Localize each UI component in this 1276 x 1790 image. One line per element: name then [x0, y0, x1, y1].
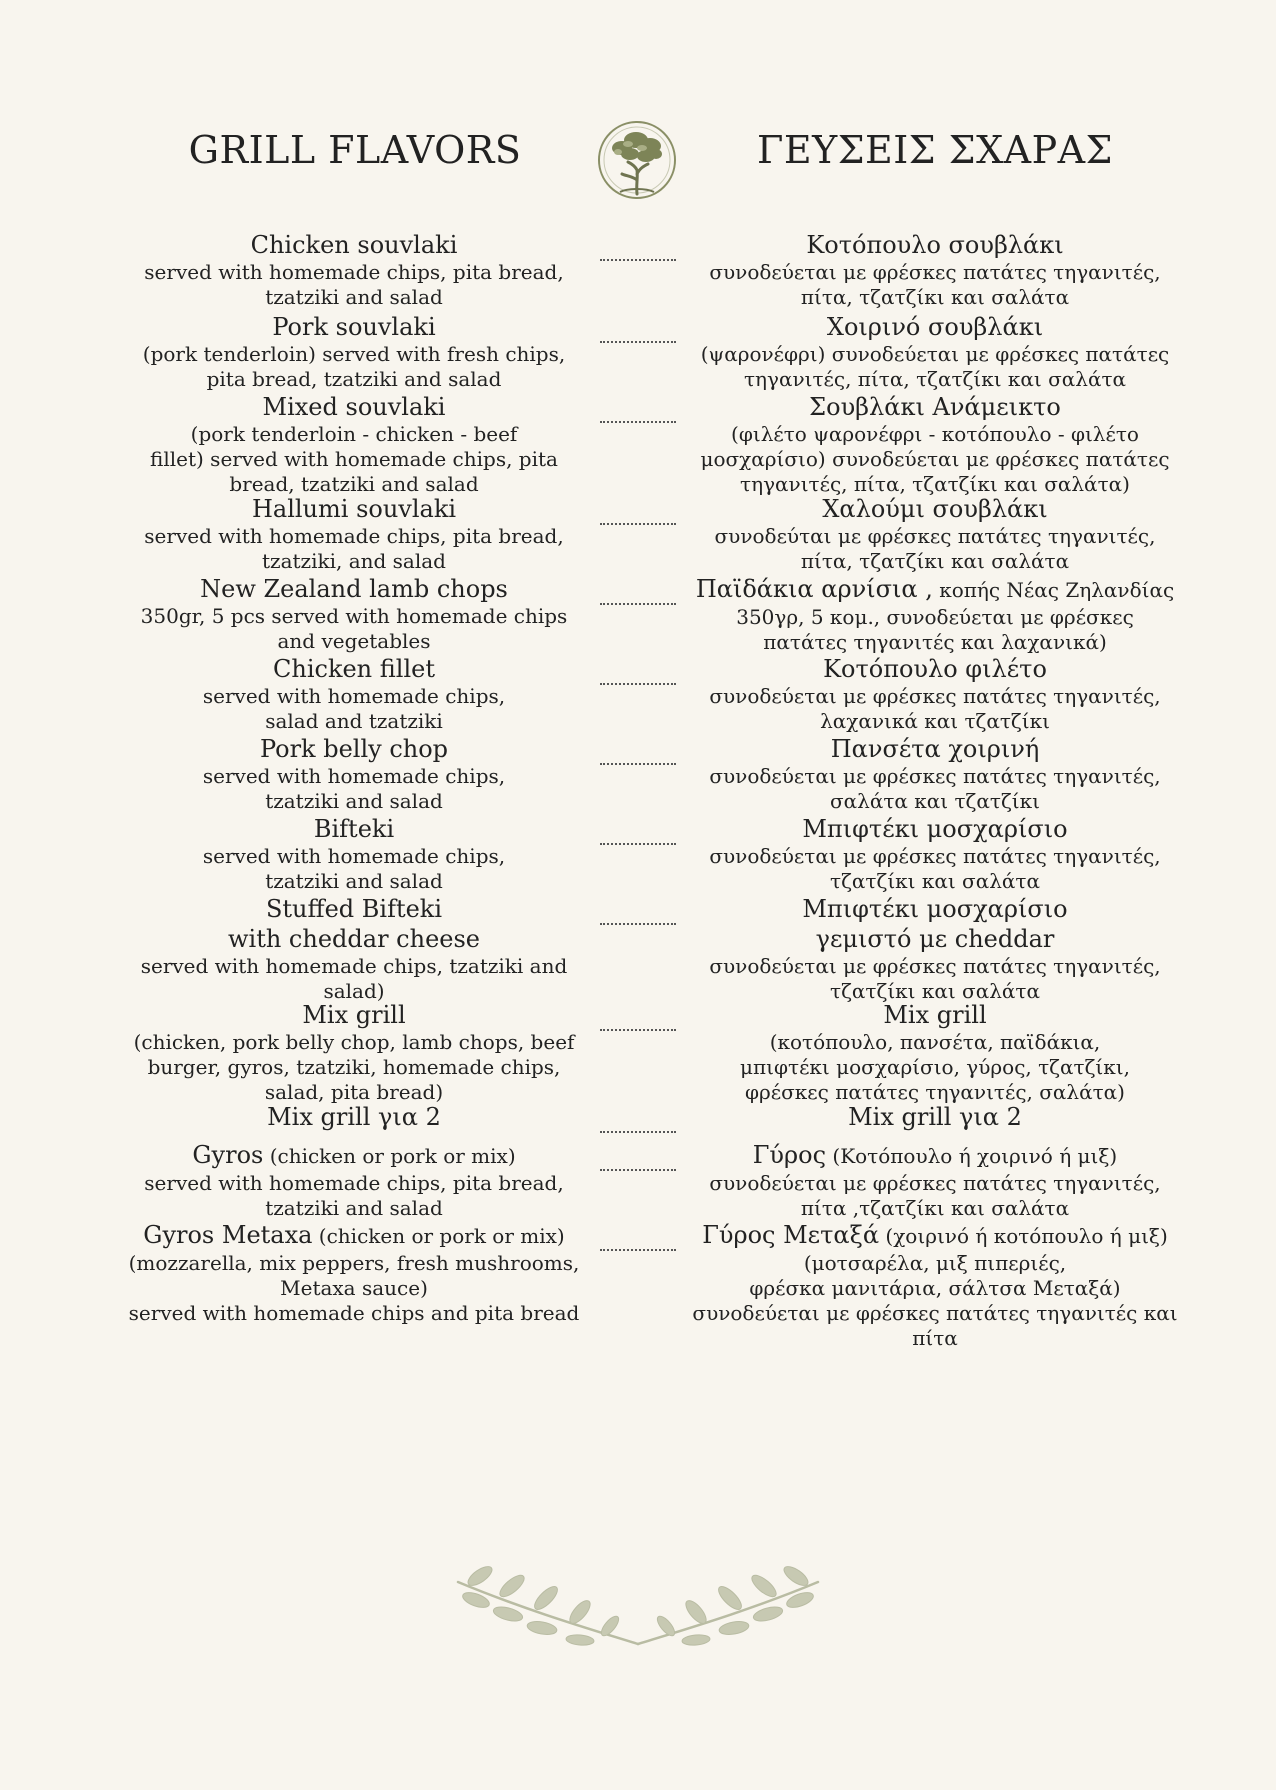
dot-leader [600, 419, 676, 423]
dish-description-line: πίτα [912, 1326, 958, 1350]
menu-item-row [0, 574, 1276, 654]
dot-leader [600, 681, 676, 685]
dish-name [118, 1140, 590, 1171]
dish-description-line: συνοδεύεται με φρέσκες πατάτες τηγανιτές, [709, 764, 1161, 788]
dish-description-line: (mozzarella, mix peppers, fresh mushrooms, [128, 1251, 580, 1275]
laurel-branch-icon [450, 1552, 826, 1652]
dish-description-line: τηγανιτές, πίτα, τζατζίκι και σαλάτα [743, 367, 1127, 391]
menu-item-row [0, 392, 1276, 494]
menu-item-english [118, 230, 590, 310]
menu-item-greek [690, 1000, 1180, 1105]
dish-name-text: Mix grill για 2 [267, 1103, 441, 1131]
dish-description-line: (κοτόπουλο, πανσέτα, παϊδάκια, [769, 1030, 1101, 1054]
dot-leader [600, 921, 676, 925]
dish-description-line: (μοτσαρέλα, μιξ πιπεριές, [803, 1251, 1067, 1275]
dish-description-line: 350γρ, 5 κομ., συνοδεύεται με φρέσκες [736, 605, 1134, 629]
dish-variant-note: (Κοτόπουλο ή χοιρινό ή μιξ) [826, 1144, 1118, 1168]
dish-description-line: (φιλέτο ψαρονέφρι - κοτόπουλο - φιλέτο [731, 422, 1139, 446]
dish-name-text: Bifteki [313, 815, 395, 843]
olive-tree-logo-icon [592, 118, 682, 202]
dish-name-line2: with cheddar cheese [227, 925, 480, 953]
dish-description-line: μοσχαρίσιο) συνοδεύεται με φρέσκες πατάτες [700, 447, 1170, 471]
dish-description-line: (chicken, pork belly chop, lamb chops, beef [133, 1030, 575, 1054]
dish-description-line: πίτα, τζατζίκι και σαλάτα [800, 549, 1070, 573]
dish-name [118, 654, 590, 684]
menu-item-greek [690, 574, 1180, 655]
menu-item-row [0, 814, 1276, 894]
menu-item-greek [690, 230, 1180, 310]
dish-name-text: Γύρος [752, 1141, 827, 1169]
dish-description-line: πίτα, τζατζίκι και σαλάτα [800, 285, 1070, 309]
menu-item-greek [690, 654, 1180, 734]
menu-item-greek [690, 1102, 1180, 1132]
title-english: GRILL FLAVORS [188, 128, 522, 172]
menu-item-english [118, 1140, 590, 1221]
menu-item-english [118, 574, 590, 654]
dish-name-text: Κοτόπουλο φιλέτο [823, 655, 1047, 683]
dish-description-line: συνοδεύεται με φρέσκες πατάτες τηγανιτές, [709, 684, 1161, 708]
menu-item-greek [690, 1220, 1180, 1351]
dot-leader [600, 601, 676, 605]
dish-description-line: salad and tzatziki [265, 709, 443, 733]
menu-item-row [0, 654, 1276, 734]
dot-leader [600, 841, 676, 845]
dish-name [690, 1140, 1180, 1171]
dish-name [690, 230, 1180, 260]
dish-name-text: Hallumi souvlaki [251, 495, 457, 523]
menu-item-row [0, 312, 1276, 392]
dish-name-text: Mix grill για 2 [848, 1103, 1022, 1131]
menu-item-greek [690, 494, 1180, 574]
dish-name-text: Mix grill [302, 1001, 406, 1029]
menu-item-row [0, 734, 1276, 814]
menu-item-english [118, 1000, 590, 1105]
menu-item-english [118, 392, 590, 497]
dish-name-text: Γύρος Μεταξά [702, 1221, 880, 1249]
dish-name-text: Pork belly chop [259, 735, 449, 763]
dish-name-text: Mixed souvlaki [262, 393, 446, 421]
dish-name [118, 574, 590, 604]
dot-leader [600, 257, 676, 261]
dish-name-text: Χοιρινό σουβλάκι [826, 313, 1044, 341]
dish-name [690, 1000, 1180, 1030]
dish-name [690, 494, 1180, 524]
dish-variant-note: (χοιρινό ή κοτόπουλο ή μιξ) [879, 1224, 1168, 1248]
dish-name-line2: γεμιστό με cheddar [815, 925, 1055, 953]
menu-item-english [118, 312, 590, 392]
dot-leader [600, 1167, 676, 1171]
dish-description-line: 350gr, 5 pcs served with homemade chips [140, 604, 568, 628]
dish-description-line: συνοδεύεται με φρέσκες πατάτες τηγανιτές και [692, 1301, 1178, 1325]
dish-name [118, 392, 590, 422]
menu-item-greek [690, 392, 1180, 497]
dish-description-line: μπιφτέκι μοσχαρίσιο, γύρος, τζατζίκι, [740, 1055, 1130, 1079]
menu-item-english [118, 1220, 590, 1326]
dish-name [118, 1000, 590, 1030]
dish-description-line: πατάτες τηγανιτές και λαχανικά) [763, 630, 1107, 654]
dish-name-text: Chicken fillet [273, 655, 435, 683]
dish-name [118, 312, 590, 342]
dish-description-line: and vegetables [277, 629, 431, 653]
dish-name [118, 230, 590, 260]
menu-item-english [118, 734, 590, 814]
dish-description-line: tzatziki and salad [265, 869, 443, 893]
dish-name-text: Μπιφτέκι μοσχαρίσιο [802, 815, 1068, 843]
dish-description-line: (pork tenderloin) served with fresh chips, [142, 342, 566, 366]
menu-item-greek [690, 734, 1180, 814]
dish-description-line: φρέσκα μανιτάρια, σάλτσα Μεταξά) [749, 1276, 1121, 1300]
dish-name [118, 894, 590, 924]
dish-name [690, 814, 1180, 844]
dish-description-line: tzatziki, and salad [262, 549, 446, 573]
dish-name-text: Μπιφτέκι μοσχαρίσιο [802, 895, 1068, 923]
dish-description-line: fillet) served with homemade chips, pita [150, 447, 558, 471]
dish-name-text: Παϊδάκια αρνίσια , [695, 575, 933, 603]
menu-item-row [0, 894, 1276, 1003]
menu-item-row [0, 494, 1276, 574]
dish-name-text: New Zealand lamb chops [200, 575, 508, 603]
dot-leader [600, 1129, 676, 1133]
dish-name [690, 734, 1180, 764]
dish-name [690, 894, 1180, 924]
dish-description-line: served with homemade chips, [202, 764, 506, 788]
dish-variant-note: κοπής Νέας Ζηλανδίας [932, 578, 1175, 602]
dish-description-line: served with homemade chips and pita bread [128, 1301, 580, 1325]
dot-leader [600, 339, 676, 343]
dish-name [690, 654, 1180, 684]
dish-description-line: συνοδεύεται με φρέσκες πατάτες τηγανιτές, [709, 260, 1161, 284]
dish-description-line: salad) [323, 979, 385, 1003]
dish-name-text: Gyros Metaxa [143, 1221, 313, 1249]
dish-name-text: Κοτόπουλο σουβλάκι [806, 231, 1064, 259]
dish-description-line: τζατζίκι και σαλάτα [830, 979, 1040, 1003]
dish-description-line: burger, gyros, tzatziki, homemade chips, [147, 1055, 561, 1079]
dish-description-line: συνοδεύεται με φρέσκες πατάτες τηγανιτές, [709, 844, 1161, 868]
dish-name-text: Pork souvlaki [272, 313, 436, 341]
dish-name [118, 1220, 590, 1251]
dish-name-text: Σουβλάκι Ανάμεικτο [809, 393, 1061, 421]
dish-description-line: tzatziki and salad [265, 1196, 443, 1220]
dish-description-line: tzatziki and salad [265, 789, 443, 813]
menu-item-greek [690, 814, 1180, 894]
menu-item-english [118, 814, 590, 894]
dish-name [118, 814, 590, 844]
dish-variant-note: (chicken or pork or mix) [263, 1144, 516, 1168]
dish-name-text: Mix grill [883, 1001, 987, 1029]
dish-description-line: (ψαρονέφρι) συνοδεύεται με φρέσκες πατάτες [700, 342, 1170, 366]
menu-item-english [118, 494, 590, 574]
dish-name-text: Chicken souvlaki [250, 231, 458, 259]
menu-item-greek [690, 312, 1180, 392]
menu-item-english [118, 1102, 590, 1132]
dish-description-line: συνοδεύται με φρέσκες πατάτες τηγανιτές, [714, 524, 1156, 548]
dish-description-line: served with homemade chips, [202, 844, 506, 868]
dish-name [118, 1102, 590, 1132]
dish-description-line: served with homemade chips, tzatziki and [140, 954, 568, 978]
menu-item-greek [690, 1140, 1180, 1221]
dish-name [690, 1220, 1180, 1251]
dot-leader [600, 761, 676, 765]
dot-leader [600, 1027, 676, 1031]
dish-description-line: served with homemade chips, pita bread, [144, 1171, 564, 1195]
dish-description-line: Metaxa sauce) [280, 1276, 428, 1300]
dish-description-line: φρέσκες πατάτες τηγανιτές, σαλάτα) [745, 1080, 1125, 1104]
menu-item-greek [690, 894, 1180, 1004]
dish-description-line: served with homemade chips, pita bread, [144, 260, 564, 284]
dish-description-line: (pork tenderloin - chicken - beef [190, 422, 518, 446]
title-greek: ΓΕΥΣΕΙΣ ΣΧΑΡΑΣ [757, 128, 1113, 172]
dish-name [690, 312, 1180, 342]
dish-name [690, 1102, 1180, 1132]
menu-item-row [0, 1140, 1276, 1220]
dish-description-line: λαχανικά και τζατζίκι [820, 709, 1050, 733]
dish-description-line: συνοδεύεται με φρέσκες πατάτες τηγανιτές, [709, 1171, 1161, 1195]
dish-description-line: πίτα ,τζατζίκι και σαλάτα [800, 1196, 1070, 1220]
dish-description-line: served with homemade chips, [202, 684, 506, 708]
menu-item-row [0, 1000, 1276, 1102]
dish-description-line: συνοδεύεται με φρέσκες πατάτες τηγανιτές, [709, 954, 1161, 978]
menu-item-row [0, 1102, 1276, 1140]
dish-name-text: Πανσέτα χοιρινή [830, 735, 1040, 763]
dish-name [118, 494, 590, 524]
dish-name-text: Χαλούμι σουβλάκι [822, 495, 1048, 523]
dot-leader [600, 521, 676, 525]
dish-description-line: τηγανιτές, πίτα, τζατζίκι και σαλάτα) [740, 472, 1130, 496]
dish-description-line: served with homemade chips, pita bread, [144, 524, 564, 548]
dish-variant-note: (chicken or pork or mix) [312, 1224, 565, 1248]
dish-name [118, 734, 590, 764]
dish-description-line: τζατζίκι και σαλάτα [830, 869, 1040, 893]
menu-item-english [118, 894, 590, 1004]
dish-description-line: σαλάτα και τζατζίκι [830, 789, 1040, 813]
dish-name [690, 392, 1180, 422]
dish-description-line: bread, tzatziki and salad [229, 472, 479, 496]
dish-description-line: tzatziki and salad [265, 285, 443, 309]
dot-leader [600, 1247, 676, 1251]
dish-name-text: Stuffed Bifteki [265, 895, 443, 923]
menu-item-row [0, 1220, 1276, 1350]
dish-description-line: pita bread, tzatziki and salad [206, 367, 502, 391]
dish-description-line: salad, pita bread) [264, 1080, 444, 1104]
menu-item-row [0, 230, 1276, 312]
dish-name-text: Gyros [192, 1141, 264, 1169]
menu-item-english [118, 654, 590, 734]
menu-header [0, 118, 1276, 208]
dish-name [690, 574, 1180, 605]
